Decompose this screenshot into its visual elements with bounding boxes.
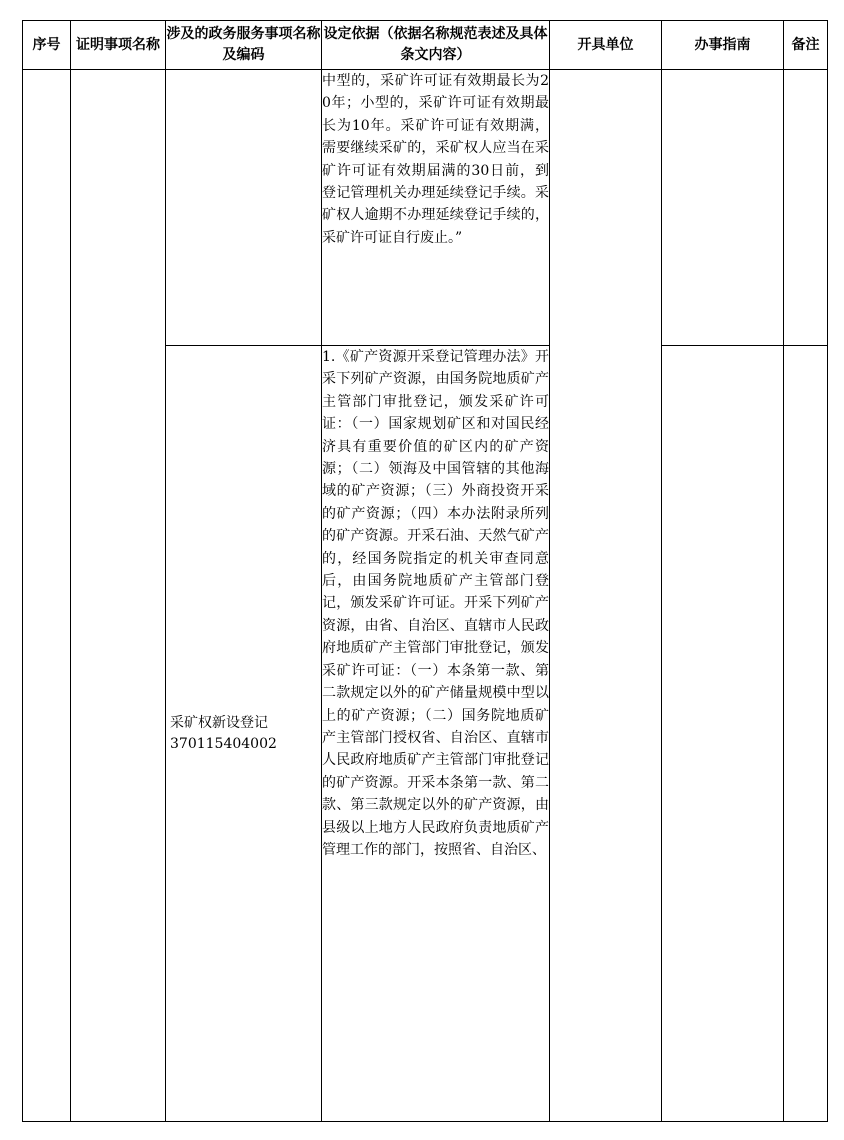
seq-cell [23,70,71,1122]
basis-cell: 中型的，采矿许可证有效期最长为20年；小型的，采矿许可证有效期最长为10年。采矿许可证有效期满，需要继续采矿的，采矿权人应当在采矿许可证有效期届满的30日前，到登记管理机关办理延续登记手续。采矿权人逾期不办理延续登记手续的，采矿许可证自行废止。” [322,70,550,346]
header-guide: 办事指南 [662,21,784,70]
guide-cell [662,70,784,346]
header-row [23,21,828,70]
remark-cell [784,70,828,346]
service-cell: 采矿权新设登记370115404002 [166,346,322,1122]
cert-name-cell [71,70,166,1122]
certification-table [22,20,828,1122]
header-issuer: 开具单位 [550,21,662,70]
issuer-cell [550,70,662,1122]
header-service: 涉及的政务服务事项名称及编码 [166,21,322,70]
table-row [23,70,828,346]
service-cell [166,70,322,346]
header-cert-name: 证明事项名称 [71,21,166,70]
header-seq: 序号 [23,21,71,70]
header-basis: 设定依据（依据名称规范表述及具体条文内容） [322,21,550,70]
header-remark: 备注 [784,21,828,70]
guide-cell [662,346,784,1122]
remark-cell [784,346,828,1122]
basis-cell: 1.《矿产资源开采登记管理办法》开采下列矿产资源，由国务院地质矿产主管部门审批登记，颁发采矿许可证：（一）国家规划矿区和对国民经济具有重要价值的矿区内的矿产资源；（二）领海及中国管辖的其他海域的矿产资源；（三）外商投资开采的矿产资源；（四）本办法附录所列的矿产资源。开采石油、天然气矿产的，经国务院指定的机关审查同意后，由国务院地质矿产主管部门登记，颁发采矿许可证。开采下列矿产资源，由省、自治区、直辖市人民政府地质矿产主管部门审批登记，颁发采矿许可证：（一）本条第一款、第二款规定以外的矿产储量规模中型以上的矿产资源；（二）国务院地质矿产主管部门授权省、自治区、直辖市人民政府地质矿产主管部门审批登记的矿产资源。开采本条第一款、第二款、第三款规定以外的矿产资源，由县级以上地方人民政府负责地质矿产管理工作的部门，按照省、自治区、 [322,346,550,1122]
